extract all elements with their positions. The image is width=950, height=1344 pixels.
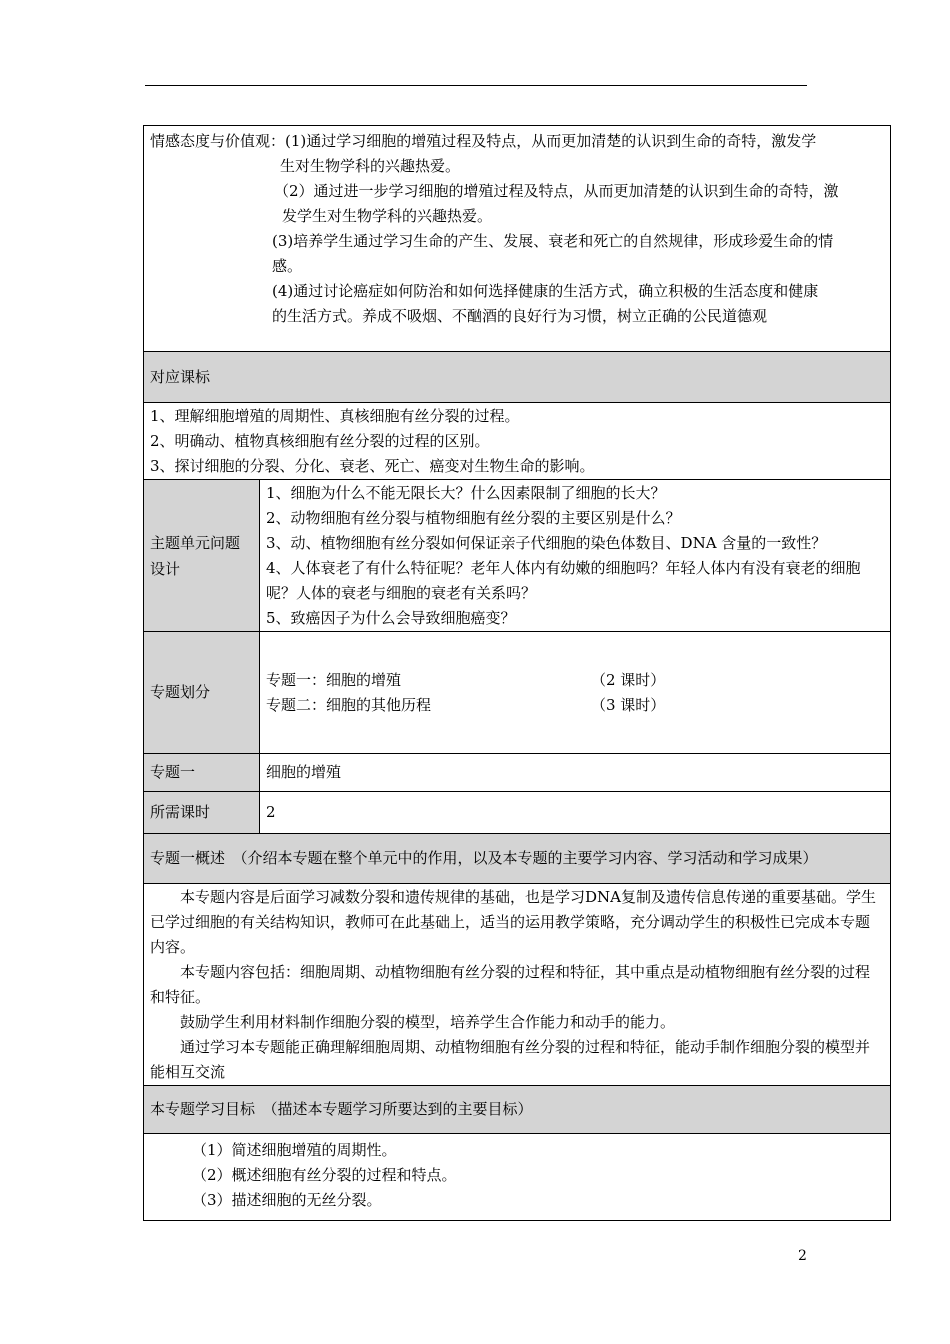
- emotion-item-2: （2）通过进一步学习细胞的增殖过程及特点，从而更加清楚的认识到生命的奇特，激: [274, 182, 839, 200]
- curriculum-item: 1、理解细胞增殖的周期性、真核细胞有丝分裂的过程。: [150, 407, 520, 425]
- question-item: 3、动、植物细胞有丝分裂如何保证亲子代细胞的染色体数目、DNA 含量的一致性？: [266, 534, 827, 552]
- question-item: 4、人体衰老了有什么特征呢？老年人体内有幼嫩的细胞吗？年轻人体内有没有衰老的细胞呢？人体的衰老与细胞的衰老有关系吗？: [266, 559, 861, 602]
- curriculum-heading-row: [144, 352, 891, 403]
- emotion-item-4-cont: 的生活方式。养成不吸烟、不酗酒的良好行为习惯，树立正确的公民道德观: [272, 307, 768, 325]
- hours-row: [144, 792, 891, 834]
- emotion-item-3: (3)培养学生通过学习生命的产生、发展、衰老和死亡的自然规律，形成珍爱生命的情: [272, 232, 834, 250]
- hours-value: 2: [260, 792, 891, 834]
- topic1-value: 细胞的增殖: [260, 754, 891, 792]
- emotion-item-1: 情感态度与价值观：(1)通过学习细胞的增殖过程及特点，从而更加清楚的认识到生命的奇特，激发学: [150, 132, 817, 150]
- topic1-row: [144, 754, 891, 792]
- overview-paragraph: 通过学习本专题能正确理解细胞周期、动植物细胞有丝分裂的过程和特征，能动手制作细胞分裂的模型并能相互交流: [150, 1038, 871, 1081]
- overview-paragraph: 本专题内容是后面学习减数分裂和遗传规律的基础，也是学习DNA复制及遗传信息传递的重要基础。学生已学过细胞的有关结构知识，教师可在此基础上，适当的运用教学策略，充分调动学生的积极性已完成本专题内容。: [150, 888, 876, 956]
- goals-heading: 本专题学习目标 （描述本专题学习所要达到的主要目标）: [144, 1086, 891, 1134]
- goals-heading-row: [144, 1086, 891, 1134]
- unit-questions-cell: [260, 480, 891, 632]
- overview-heading-row: [144, 834, 891, 884]
- topic-name: 专题一：细胞的增殖: [266, 670, 402, 689]
- topic-line-1: [266, 668, 884, 693]
- curriculum-cell: [144, 403, 891, 480]
- overview-cell: [144, 884, 891, 1086]
- topic-hours: （2 课时）: [591, 670, 666, 689]
- page-number: 2: [798, 1248, 807, 1264]
- emotion-item-1-cont: 生对生物学科的兴趣热爱。: [280, 157, 461, 175]
- topics-row: [144, 632, 891, 754]
- emotion-label: 情感态度与价值观：: [150, 132, 286, 150]
- emotion-row: [144, 126, 891, 352]
- emotion-cell: [144, 126, 891, 352]
- overview-paragraph: 鼓励学生利用材料制作细胞分裂的模型，培养学生合作能力和动手的能力。: [180, 1013, 676, 1031]
- topics-label: 专题划分: [144, 632, 260, 754]
- overview-heading: 专题一概述 （介绍本专题在整个单元中的作用，以及本专题的主要学习内容、学习活动和学习成果）: [144, 834, 891, 884]
- goal-item: （3）描述细胞的无丝分裂。: [192, 1191, 382, 1209]
- emotion-item-3-cont: 感。: [272, 257, 303, 275]
- topic1-label: 专题一: [144, 754, 260, 792]
- curriculum-row: [144, 403, 891, 480]
- header-rule: [145, 85, 807, 86]
- unit-questions-row: [144, 480, 891, 632]
- question-item: 2、动物细胞有丝分裂与植物细胞有丝分裂的主要区别是什么？: [266, 509, 681, 527]
- topic-line-2: [266, 693, 884, 718]
- curriculum-item: 2、明确动、植物真核细胞有丝分裂的过程的区别。: [150, 432, 490, 450]
- lesson-plan-table: [143, 125, 891, 1221]
- emotion-item-2-cont: 发学生对生物学科的兴趣热爱。: [282, 207, 493, 225]
- goals-cell: [144, 1134, 891, 1221]
- hours-label: 所需课时: [144, 792, 260, 834]
- curriculum-heading: 对应课标: [144, 352, 891, 403]
- goal-item: （2）概述细胞有丝分裂的过程和特点。: [192, 1166, 457, 1184]
- goal-item: （1）简述细胞增殖的周期性。: [192, 1141, 397, 1159]
- topics-cell: [260, 632, 891, 754]
- unit-questions-label: 主题单元问题设计: [144, 480, 260, 632]
- topic-hours: （3 课时）: [591, 695, 666, 714]
- emotion-item-4: (4)通过讨论癌症如何防治和如何选择健康的生活方式，确立积极的生活态度和健康: [272, 282, 819, 300]
- overview-paragraph: 本专题内容包括：细胞周期、动植物细胞有丝分裂的过程和特征，其中重点是动植物细胞有丝分裂的过程和特征。: [150, 963, 871, 1006]
- curriculum-item: 3、探讨细胞的分裂、分化、衰老、死亡、癌变对生物生命的影响。: [150, 457, 595, 475]
- topic-name: 专题二：细胞的其他历程: [266, 695, 432, 714]
- overview-row: [144, 884, 891, 1086]
- goals-row: [144, 1134, 891, 1221]
- question-item: 5、致癌因子为什么会导致细胞癌变？: [266, 609, 516, 627]
- question-item: 1、细胞为什么不能无限长大？什么因素限制了细胞的长大？: [266, 484, 666, 502]
